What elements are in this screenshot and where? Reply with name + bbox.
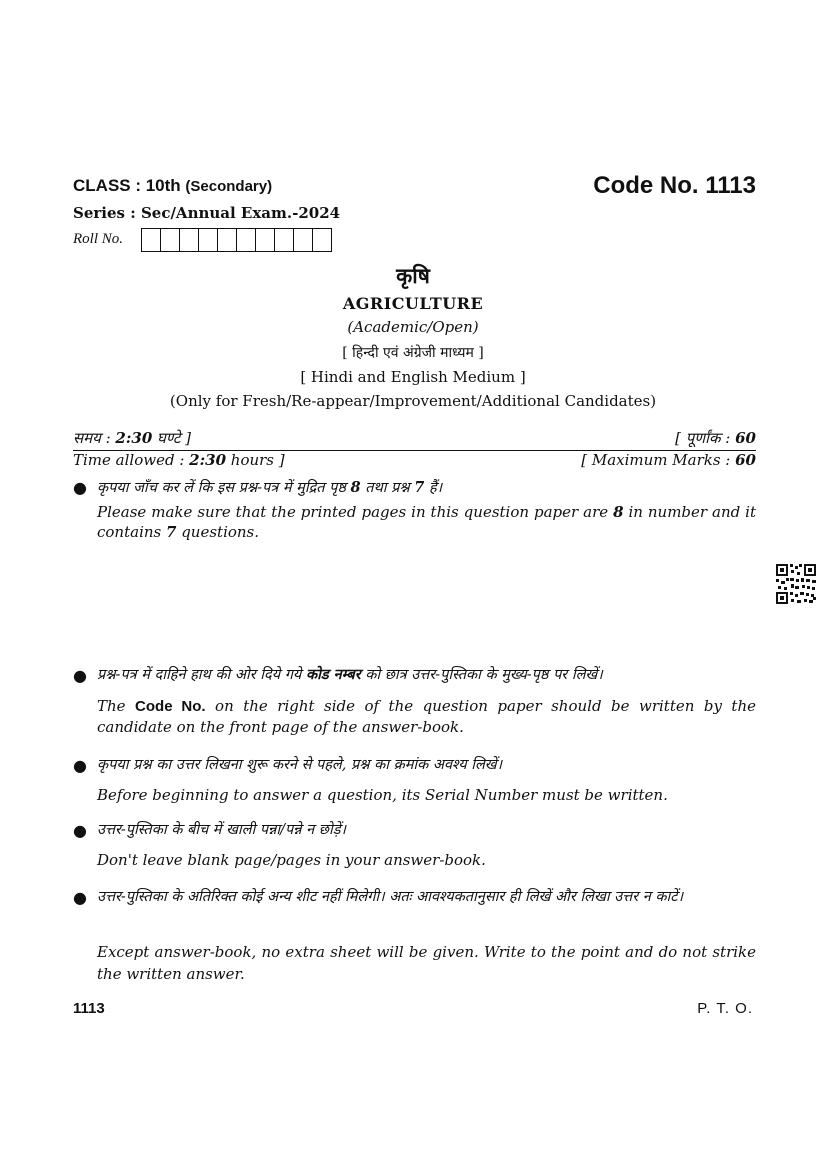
text: तथा प्रश्न (360, 480, 415, 496)
page-count: 8 (613, 503, 624, 521)
text: प्रश्न-पत्र में दाहिने हाथ की ओर दिये गये (97, 667, 306, 683)
code-number-emphasis: Code No. (135, 698, 206, 715)
roll-box[interactable] (313, 229, 331, 251)
marks-en-label: [ Maximum Marks : (581, 451, 736, 469)
instruction-5-english: Except answer-book, no extra sheet will be given. Write to the point and do not strike the written answer. (97, 943, 756, 983)
marks-hindi (675, 428, 756, 448)
bullet-icon: ● (73, 756, 87, 775)
question-count: 7 (414, 479, 425, 496)
marks-hindi-label: [ पूर्णांक : (675, 429, 736, 447)
pto-label: P. T. O. (697, 1000, 753, 1017)
subject-title-english: AGRICULTURE (342, 294, 484, 313)
text: कृपया जाँच कर लें कि इस प्रश्न-पत्र में मुद्रित पृष्ठ (97, 480, 351, 496)
instruction-1-english (97, 502, 756, 542)
instruction-2-english (97, 696, 756, 737)
roll-box[interactable] (142, 229, 161, 251)
roll-box[interactable] (275, 229, 294, 251)
time-hindi-label: समय : (73, 429, 116, 447)
roll-box[interactable] (199, 229, 218, 251)
time-en-value: 2:30 (189, 451, 227, 469)
question-count: 7 (166, 523, 177, 541)
page-count: 8 (350, 479, 361, 496)
roll-box[interactable] (218, 229, 237, 251)
text: को छात्र उत्तर-पुस्तिका के मुख्य-पृष्ठ पर लिखें। (360, 667, 603, 683)
marks-en-value: 60 (735, 451, 756, 469)
text: in number and it contains (97, 503, 756, 541)
medium-english-label: [ Hindi and English Medium ] (300, 368, 526, 386)
instruction-1-hindi (97, 477, 756, 497)
roll-box[interactable] (294, 229, 313, 251)
medium-hindi-label: [ हिन्दी एवं अंग्रेजी माध्यम ] (342, 345, 484, 361)
roll-number-label: Roll No. (73, 231, 124, 247)
text: Please make sure that the printed pages in this question paper are (97, 503, 614, 521)
time-hindi (73, 428, 191, 448)
time-english (73, 451, 285, 469)
roll-box[interactable] (256, 229, 275, 251)
class-sub-text: (Secondary) (185, 178, 273, 195)
text: on the right side of the question paper should be written by the candidate on the front page of the answer-book. (97, 697, 756, 736)
bullet-icon: ● (73, 666, 87, 685)
bullet-icon: ● (73, 821, 87, 840)
code-number: Code No. 1113 (593, 172, 756, 199)
time-en-unit: hours ] (226, 451, 285, 469)
marks-hindi-value: 60 (735, 429, 756, 447)
text: questions. (176, 523, 260, 541)
candidates-label: (Only for Fresh/Re-appear/Improvement/Additional Candidates) (169, 392, 657, 410)
academic-open-label: (Academic/Open) (347, 318, 479, 336)
instruction-3-english: Before beginning to answer a question, its Serial Number must be written. (97, 786, 668, 804)
class-text: CLASS : 10th (73, 176, 181, 195)
footer-code: 1113 (73, 1000, 105, 1017)
time-en-label: Time allowed : (73, 451, 190, 469)
roll-number-boxes[interactable] (141, 228, 332, 252)
bullet-icon: ● (73, 478, 87, 497)
roll-box[interactable] (180, 229, 199, 251)
class-label (73, 176, 272, 196)
instruction-4-english: Don't leave blank page/pages in your answer-book. (97, 851, 486, 869)
text: हैं। (424, 480, 443, 496)
subject-title-hindi: कृषि (396, 263, 430, 288)
instruction-5-hindi: उत्तर-पुस्तिका के अतिरिक्त कोई अन्य शीट नहीं मिलेगी। अतः आवश्यकतानुसार ही लिखें और लिखा उत्तर न काटें। (97, 889, 684, 905)
instruction-3-hindi: कृपया प्रश्न का उत्तर लिखना शुरू करने से पहले, प्रश्न का क्रमांक अवश्य लिखें। (97, 757, 503, 773)
divider (73, 450, 756, 451)
marks-english (581, 451, 756, 469)
qr-code-icon (776, 564, 816, 604)
text: The (97, 697, 136, 715)
time-hindi-value: 2:30 (115, 429, 153, 447)
instruction-2-hindi (97, 664, 756, 684)
bullet-icon: ● (73, 888, 87, 907)
roll-box[interactable] (237, 229, 256, 251)
instruction-4-hindi: उत्तर-पुस्तिका के बीच में खाली पन्ना/पन्ने न छोड़ें। (97, 822, 346, 838)
code-number-emphasis: कोड नम्बर (305, 666, 361, 683)
roll-box[interactable] (161, 229, 180, 251)
series-label: Series : Sec/Annual Exam.-2024 (73, 204, 341, 222)
time-hindi-unit: घण्टे ] (152, 429, 192, 447)
